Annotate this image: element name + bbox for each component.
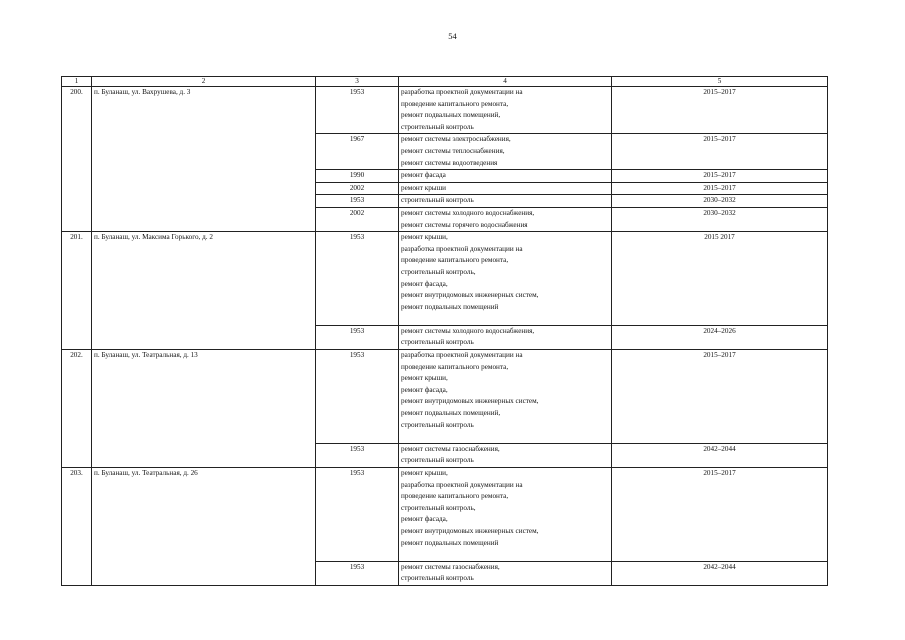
year-cell: 1953 (316, 325, 399, 349)
work-item: ремонт фасада (401, 171, 446, 180)
work-item: ремонт внутридомовых инженерных систем, (401, 291, 539, 300)
work-item: ремонт внутридомовых инженерных систем, (401, 397, 539, 406)
period-cell: 2030–2032 (612, 207, 828, 231)
work-item: ремонт крыши, (401, 374, 448, 383)
period-cell: 2015–2017 (612, 468, 828, 562)
year-cell: 1953 (316, 232, 399, 326)
works-cell (399, 325, 612, 349)
work-item: строительный контроль (401, 196, 474, 205)
work-item: проведение капитального ремонта, (401, 99, 509, 108)
entry-address: п. Буланаш, ул. Вахрушева, д. 3 (92, 87, 316, 232)
table-body (62, 87, 828, 586)
work-item: строительный контроль, (401, 503, 476, 512)
work-item: ремонт системы холодного водоснабжения, (401, 326, 535, 335)
work-item: строительный контроль (401, 420, 474, 429)
work-item: разработка проектной документации на (401, 244, 523, 253)
period-cell: 2030–2032 (612, 195, 828, 208)
work-item: проведение капитального ремонта, (401, 256, 509, 265)
period-cell: 2015 2017 (612, 232, 828, 326)
period-cell: 2015–2017 (612, 182, 828, 195)
works-cell (399, 207, 612, 231)
work-item: ремонт системы водоотведения (401, 158, 498, 167)
work-item: разработка проектной документации на (401, 480, 523, 489)
work-item: ремонт фасада, (401, 385, 448, 394)
page-number: 54 (448, 31, 457, 41)
entry-address: п. Буланаш, ул. Максима Горького, д. 2 (92, 232, 316, 350)
year-cell: 2002 (316, 182, 399, 195)
year-cell: 1953 (316, 561, 399, 585)
works-cell (399, 195, 612, 208)
works-cell (399, 443, 612, 467)
year-cell: 1953 (316, 87, 399, 134)
work-item: ремонт подвальных помещений (401, 302, 499, 311)
period-cell: 2015–2017 (612, 134, 828, 170)
work-item: строительный контроль (401, 574, 474, 583)
work-item: ремонт фасада, (401, 515, 448, 524)
work-item: ремонт системы холодного водоснабжения, (401, 208, 535, 217)
work-item: ремонт системы газоснабжения, (401, 444, 500, 453)
work-item: строительный контроль, (401, 267, 476, 276)
table-row (62, 232, 828, 326)
work-item: ремонт подвальных помещений, (401, 111, 501, 120)
entry-number: 203. (62, 468, 92, 586)
column-header: 2 (92, 77, 316, 87)
period-cell: 2042–2044 (612, 443, 828, 467)
works-cell (399, 170, 612, 183)
work-item: проведение капитального ремонта, (401, 362, 509, 371)
work-item: ремонт системы электроснабжения, (401, 135, 511, 144)
work-item: ремонт крыши (401, 183, 447, 192)
year-cell: 1953 (316, 350, 399, 444)
works-cell (399, 468, 612, 562)
entry-address: п. Буланаш, ул. Театральная, д. 26 (92, 468, 316, 586)
work-item: проведение капитального ремонта, (401, 492, 509, 501)
work-item: ремонт крыши, (401, 469, 448, 477)
works-cell (399, 182, 612, 195)
entry-number: 201. (62, 232, 92, 350)
works-cell (399, 87, 612, 134)
work-item: ремонт системы горячего водоснабжения (401, 220, 528, 229)
entry-number: 200. (62, 87, 92, 232)
entry-number: 202. (62, 350, 92, 468)
year-cell: 2002 (316, 207, 399, 231)
work-item: строительный контроль (401, 122, 474, 131)
work-item: разработка проектной документации на (401, 88, 523, 96)
column-header: 5 (612, 77, 828, 87)
year-cell: 1967 (316, 134, 399, 170)
column-header: 4 (399, 77, 612, 87)
work-item: строительный контроль (401, 456, 474, 465)
work-item: ремонт подвальных помещений, (401, 409, 501, 418)
work-item: строительный контроль (401, 338, 474, 347)
table-row (62, 350, 828, 444)
works-cell (399, 134, 612, 170)
period-cell: 2015–2017 (612, 350, 828, 444)
table-row (62, 468, 828, 562)
table-row (62, 87, 828, 134)
period-cell: 2024–2026 (612, 325, 828, 349)
year-cell: 1990 (316, 170, 399, 183)
work-item: ремонт фасада, (401, 279, 448, 288)
works-cell (399, 561, 612, 585)
work-item: ремонт внутридомовых инженерных систем, (401, 526, 539, 535)
period-cell: 2015–2017 (612, 170, 828, 183)
year-cell: 1953 (316, 468, 399, 562)
works-cell (399, 350, 612, 444)
work-item: ремонт системы теплоснабжения, (401, 146, 505, 155)
period-cell: 2042–2044 (612, 561, 828, 585)
capital-repair-table (61, 76, 828, 586)
period-cell: 2015–2017 (612, 87, 828, 134)
work-item: ремонт системы газоснабжения, (401, 562, 500, 571)
work-item: ремонт крыши, (401, 233, 448, 242)
column-header: 3 (316, 77, 399, 87)
year-cell: 1953 (316, 443, 399, 467)
year-cell: 1953 (316, 195, 399, 208)
works-cell (399, 232, 612, 326)
work-item: разработка проектной документации на (401, 351, 523, 360)
table-header (62, 77, 828, 87)
column-header: 1 (62, 77, 92, 87)
work-item: ремонт подвальных помещений (401, 538, 499, 547)
entry-address: п. Буланаш, ул. Театральная, д. 13 (92, 350, 316, 468)
